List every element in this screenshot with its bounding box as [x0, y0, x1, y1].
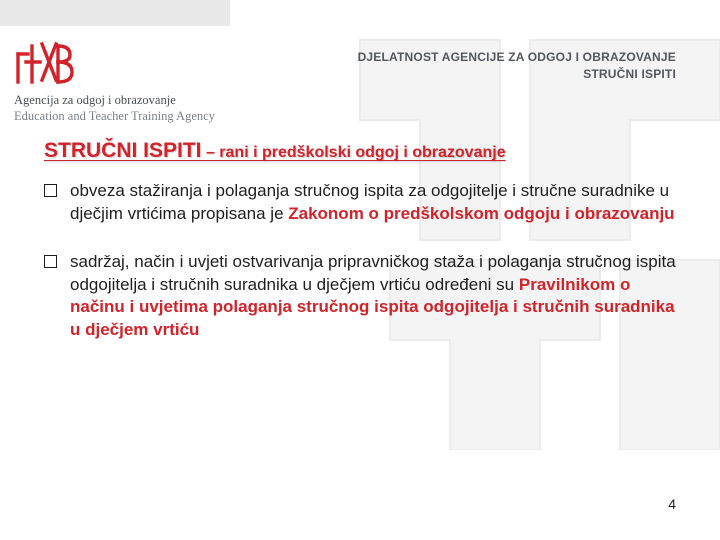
organization-name-hr: Agencija za odgoj i obrazovanje: [14, 93, 176, 107]
agency-logo-icon: [14, 40, 74, 84]
top-decorative-bar: [0, 0, 230, 26]
organization-name-en: Education and Teacher Training Agency: [14, 109, 215, 123]
slide-title: [44, 139, 506, 163]
slide-header: [358, 49, 676, 83]
slide-title-sub: – rani i predškolski odgoj i obrazovanje: [201, 144, 506, 161]
header-line-2: STRUČNI ISPITI: [583, 67, 676, 81]
header-line-1: DJELATNOST AGENCIJE ZA ODGOJ I OBRAZOVANJE: [357, 50, 676, 64]
bullet-text: sadržaj, način i uvjeti ostvarivanja pripravničkog staža i polaganja stručnog ispita odgojitelja i stručnih suradnika u dječjem vrtiću određeni su: [70, 252, 676, 294]
bullet-list: [44, 180, 684, 367]
bullet-item: [44, 251, 684, 341]
bullet-highlight: Pravilnikom o načinu i uvjetima polaganja stručnog ispita odgojitelja i stručnih suradnika u dječjem vrtiću: [70, 274, 675, 339]
bullet-text: obveza stažiranja i polaganja stručnog ispita za odgojitelje i stručne suradnike u dječjim vrtićima propisana je: [70, 181, 670, 223]
bullet-highlight: Zakonom o predškolskom odgoju i obrazovanju: [288, 203, 675, 223]
bullet-item: [44, 180, 684, 225]
page-number: 4: [668, 496, 676, 512]
checkbox-square-icon: [44, 184, 57, 197]
checkbox-square-icon: [44, 255, 57, 268]
organization-name: [14, 92, 215, 124]
slide-title-main: STRUČNI ISPITI: [44, 139, 202, 162]
